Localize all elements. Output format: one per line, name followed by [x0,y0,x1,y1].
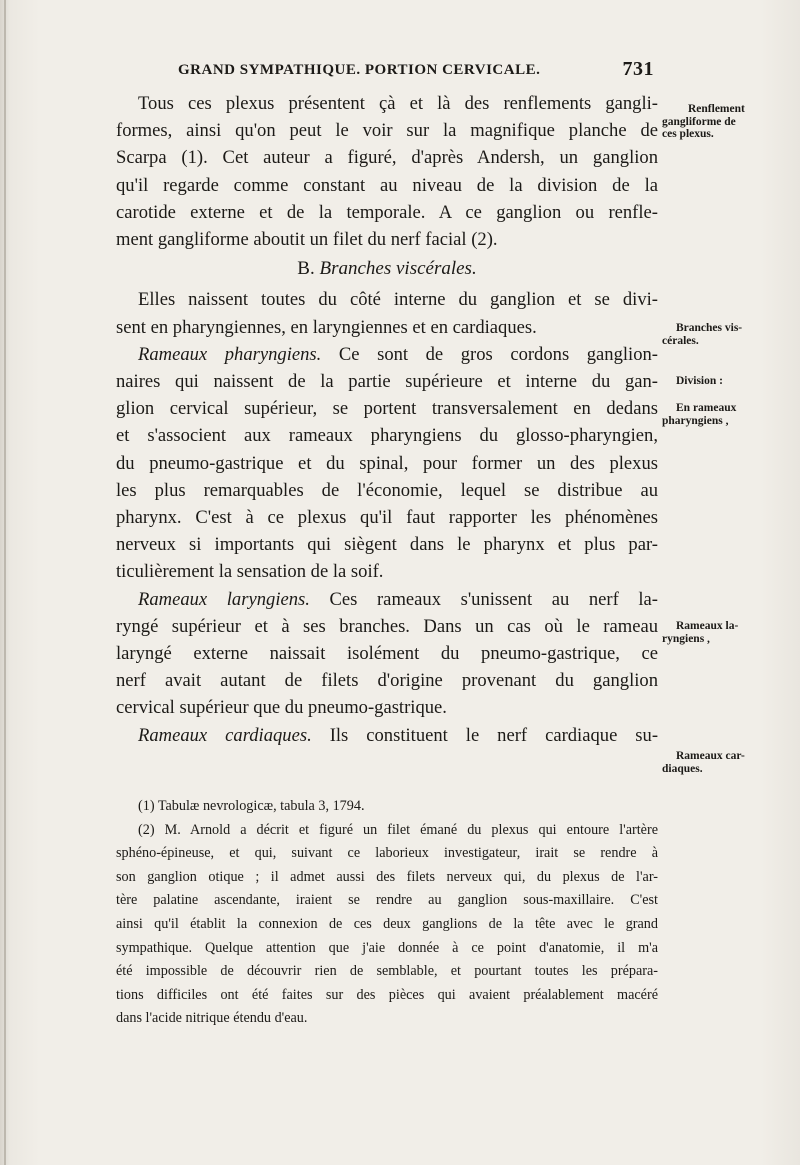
text-line: Scarpa (1). Cet auteur a figuré, d'après Andersh, un ganglion [116,147,658,169]
margin-line: pharyngiens , [662,414,729,427]
paragraph-1 [116,90,658,253]
footnote-line: tère palatine ascendante, iraient se rendre au ganglion sous-maxillaire. C'est [116,892,658,909]
text-line: ment gangliforme aboutit un filet du nerf facial (2). [116,229,498,251]
text-line: nerf avait autant de filets d'origine provenant du ganglion [116,670,658,692]
footnote-line: dans l'acide nitrique étendu d'eau. [116,1010,308,1027]
margin-note-branches [662,322,794,347]
text-run: Ils constituent le nerf cardiaque su- [329,724,659,746]
margin-note-renflement [662,103,794,141]
page-edge [4,0,6,1165]
margin-line: gangliforme de [662,115,736,128]
margin-note-pharyngiens [662,402,794,427]
run-in-heading: Rameaux cardiaques. [138,724,312,746]
text-line: sent en pharyngiennes, en laryngiennes et en cardiaques. [116,316,537,338]
text-line: laryngé externe naissait isolément du pneumo-gastrique, ce [116,643,658,665]
margin-line: Renflement [688,103,745,115]
text-line: qu'il regarde comme constant au niveau de la division de la [116,174,658,196]
margin-note-cardiaques [662,750,794,775]
footnote-line: sphéno-épineuse, et qui, suivant ce laborieux investigateur, irait se rendre à [116,845,658,862]
text-line: ryngé supérieur et à ses branches. Dans un cas où le rameau [116,615,658,637]
text-line: nerveux si importants qui siègent dans le pharynx et plus par- [116,534,658,556]
text-line: naires qui naissent de la partie supérieure et interne du gan- [116,371,658,393]
text-line: et s'associent aux rameaux pharyngiens du glosso-pharyngien, [116,425,658,447]
section-title: Branches viscérales. [319,258,477,280]
text-line [116,341,658,368]
text-line: Elles naissent toutes du côté interne du ganglion et se divi- [138,289,658,311]
footnote-line: son ganglion otique ; il admet aussi des filets nerveux qui, du plexus de l'ar- [116,868,658,885]
footnote-line: sympathique. Quelque attention que j'aie donnée à ce point d'anatomie, il m'a [116,939,658,956]
text-line: carotide externe et de la temporale. A ce ganglion ou renfle- [116,201,658,223]
margin-note-division [662,375,794,388]
text-line: Tous ces plexus présentent çà et là des renflements gangli- [138,93,658,114]
footnote-line: (2) M. Arnold a décrit et figuré un filet émané du plexus qui entoure l'artère [138,821,658,838]
text-run: Ces rameaux s'unissent au nerf la- [329,588,658,610]
text-line [116,586,658,613]
margin-line: cérales. [662,334,699,347]
margin-note-laryngiens [662,620,794,645]
footnotes [116,795,658,1031]
paragraph-5 [116,722,658,749]
running-title: GRAND SYMPATHIQUE. PORTION CERVICALE. [178,62,541,78]
paragraph-2 [116,286,658,340]
margin-line: Division : [676,375,723,387]
text-line: pharynx. C'est à ce plexus qu'il faut rapporter les phénomènes [116,507,658,529]
text-line: formes, ainsi qu'on peut le voir sur la magnifique planche de [116,120,658,142]
footnote-1: (1) Tabulæ nevrologicæ, tabula 3, 1794. [138,798,365,814]
main-text [116,90,658,749]
section-label: B. [297,258,315,280]
paragraph-4 [116,586,658,722]
paragraph-3 [116,341,658,586]
text-line: ticulièrement la sensation de la soif. [116,561,384,583]
run-in-heading: Rameaux pharyngiens. [138,343,322,365]
margin-line: Branches vis- [676,322,743,334]
margin-line: Rameaux la- [676,620,739,632]
margin-line: En rameaux [676,402,737,414]
text-run: Ce sont de gros cordons ganglion- [338,343,658,365]
text-line: du pneumo-gastrique et du spinal, pour former un des plexus [116,452,658,474]
text-line [116,722,658,749]
run-in-heading: Rameaux laryngiens. [138,588,310,610]
page-number: 731 [622,58,654,80]
text-line: les plus remarquables de l'économie, lequel se distribue au [116,479,658,501]
text-line: glion cervical supérieur, se portent transversalement en dedans [116,398,658,420]
margin-line: ces plexus. [662,128,714,140]
margin-line: diaques. [662,762,703,775]
footnote-line: ainsi qu'il établit la connexion de ces deux ganglions de la tête avec le grand [116,915,658,932]
text-line: cervical supérieur que du pneumo-gastrique. [116,697,447,719]
footnote-line: tions difficiles ont été faites sur des pièces qui avaient préalablement macéré [116,986,658,1003]
footnote-line: été impossible de découvrir rien de semblable, et pourtant toutes les prépara- [116,963,658,980]
margin-line: ryngiens , [662,632,710,645]
section-heading [116,255,658,282]
margin-line: Rameaux car- [676,750,745,762]
